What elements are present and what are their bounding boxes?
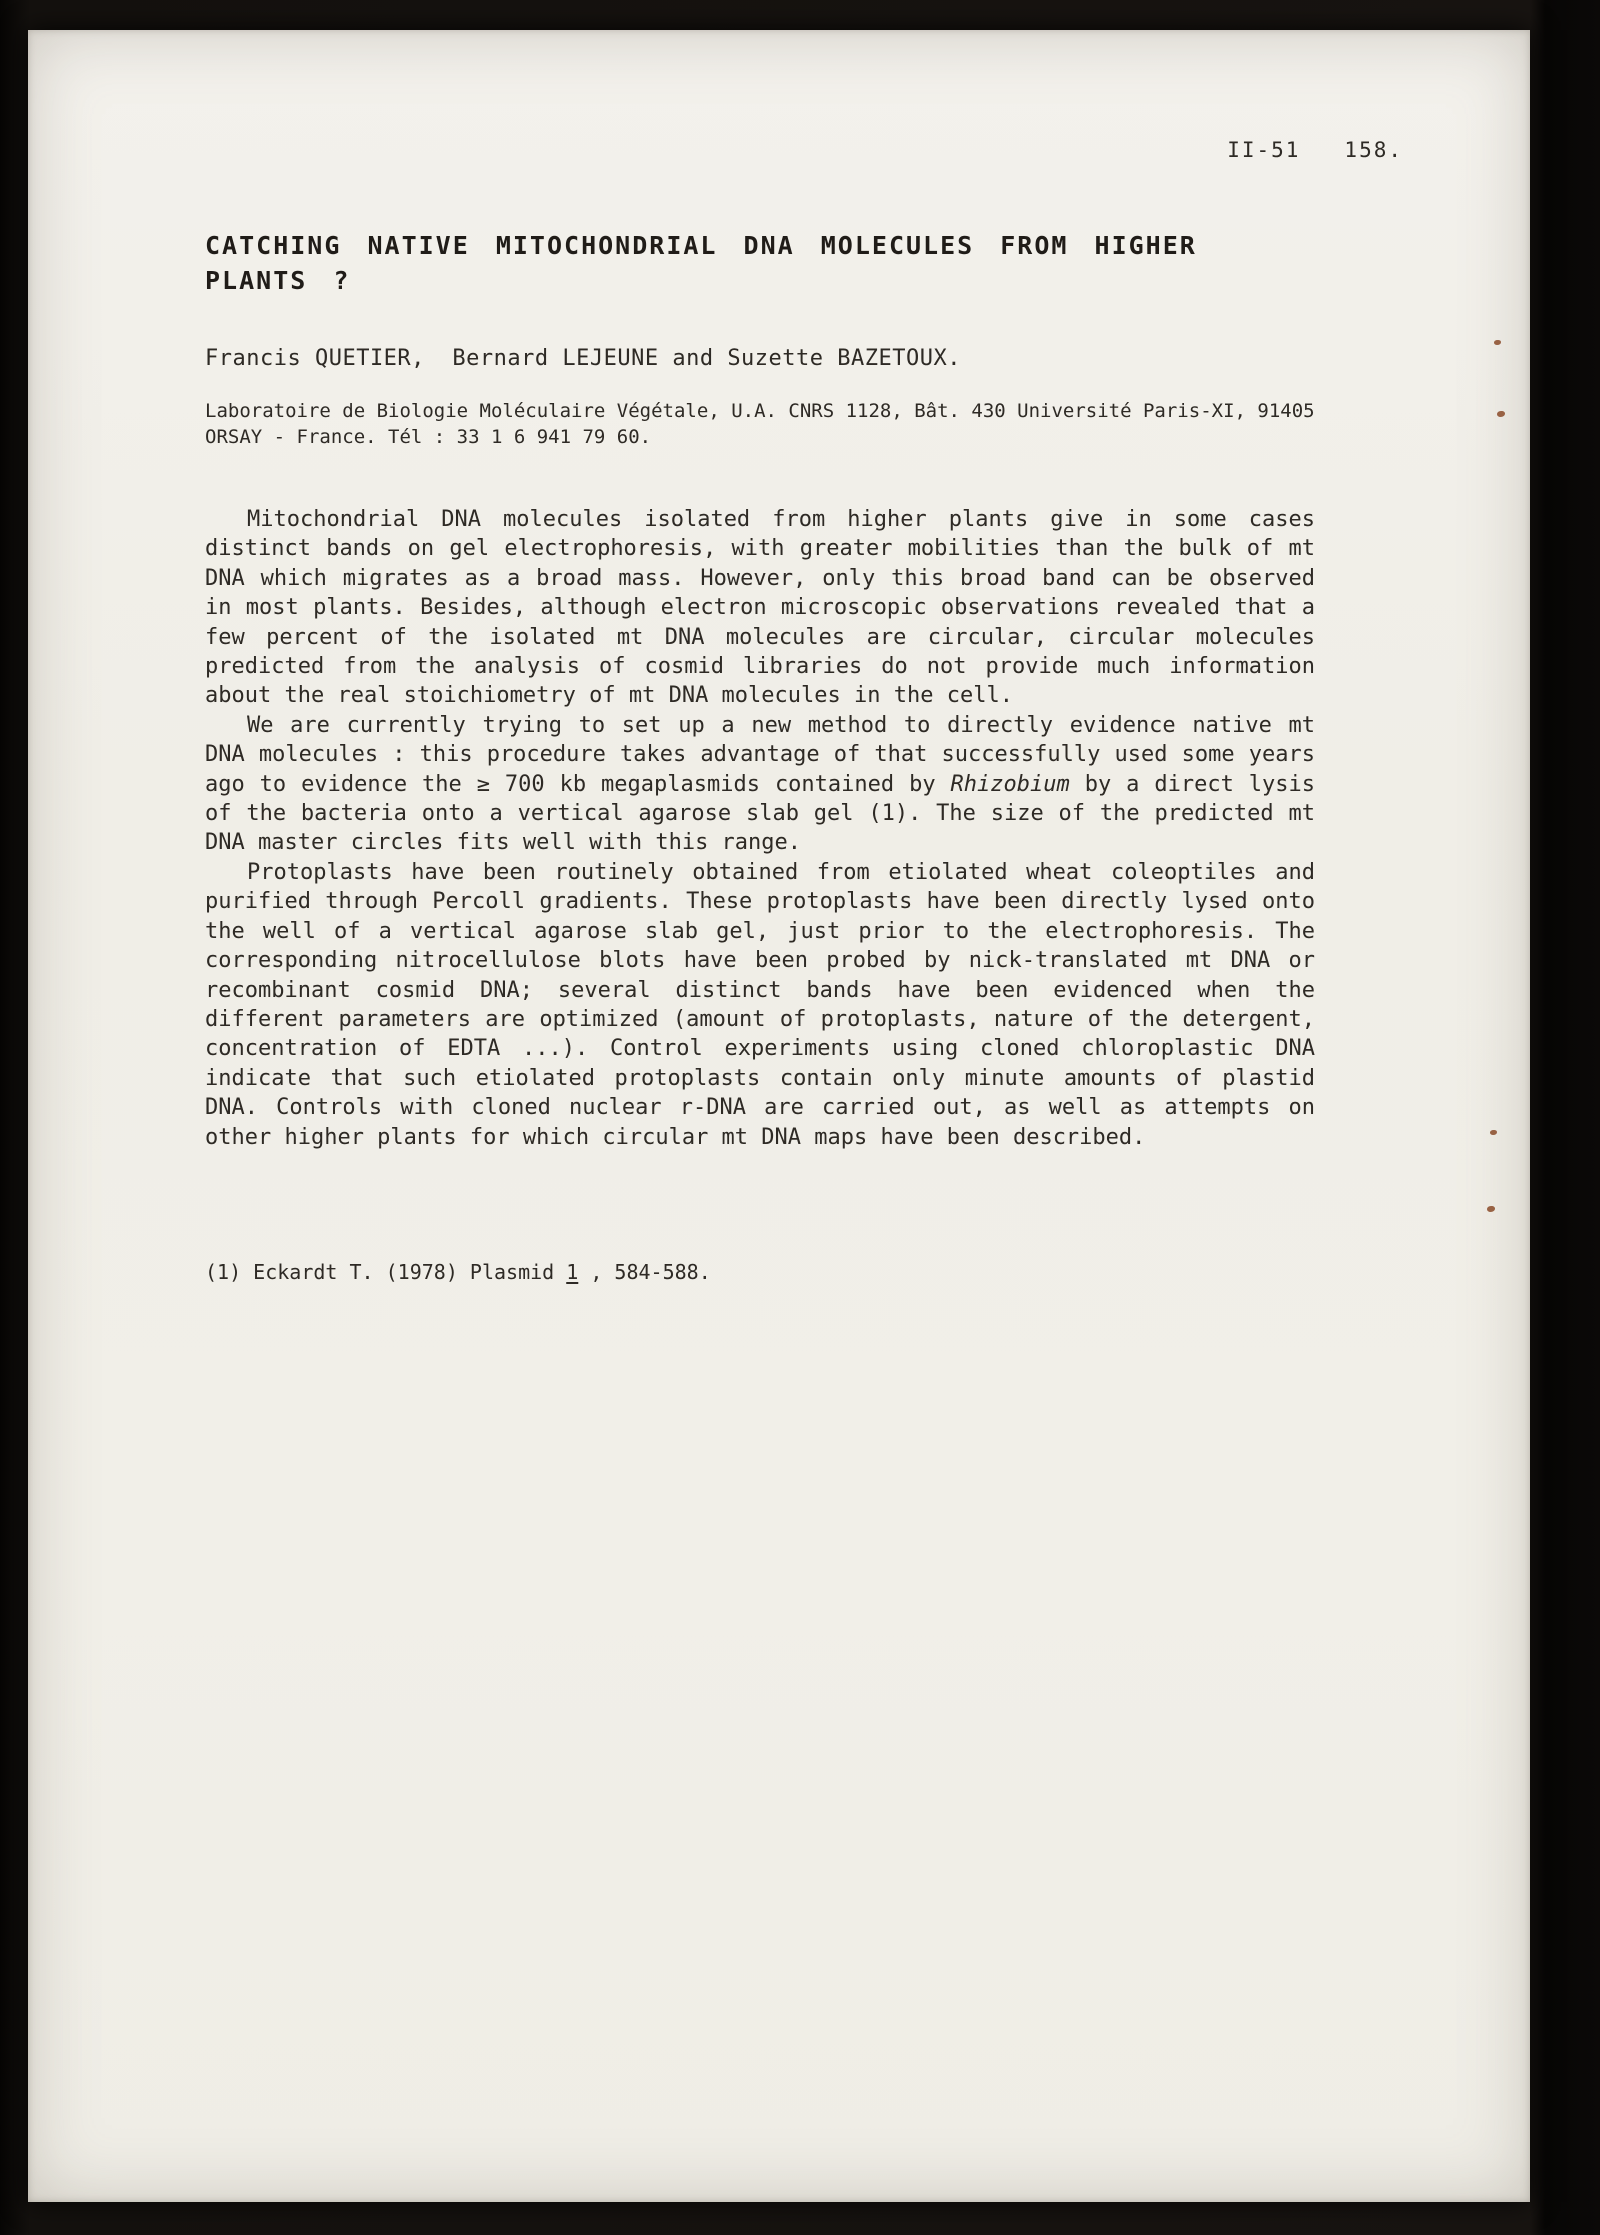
body-paragraph-3: Protoplasts have been routinely obtained from etiolated wheat coleoptiles and purified through Percoll gradients. These protoplasts have been directly lysed onto the well of a vertical agarose slab gel, just prior to the electrophoresis. The corresponding nitrocellulose blots have been probed by nick-translated mt DNA or recombinant cosmid DNA; several distinct bands have been evidenced when the different parameters are optimized (amount of protoplasts, nature of the detergent, concentration of EDTA ...). Control experiments using cloned chloroplastic DNA indicate that such etiolated protoplasts contain only minute amounts of plastid DNA. Controls with cloned nuclear r-DNA are carried out, as well as attempts on other higher plants for which circular mt DNA maps have been described. xyxy=(205,859,1315,1150)
page-number: 158. xyxy=(1344,138,1403,162)
document-page xyxy=(28,30,1530,2202)
section-number: II-51 xyxy=(1227,138,1301,162)
document-title: CATCHING NATIVE MITOCHONDRIAL DNA MOLECULES FROM HIGHER PLANTS ? xyxy=(205,231,1197,295)
authors-line: Francis QUETIER, Bernard LEJEUNE and Suzette BAZETOUX. xyxy=(205,346,961,371)
rust-speck xyxy=(1497,411,1505,417)
body-paragraph-2: We are currently trying to set up a new method to directly evidence native mt DNA molecules : this procedure takes advantage of that successfully used some years ago to evidence the ≥ 700 kb megaplasmids contained by Rhizobium by a direct lysis of the bacteria onto a vertical agarose slab gel (1). The size of the predicted mt DNA master circles fits well with this range. xyxy=(205,712,1315,856)
page-header xyxy=(1227,138,1403,162)
rust-speck xyxy=(1490,1130,1497,1135)
affiliation-line: Laboratoire de Biologie Moléculaire Végétale, U.A. CNRS 1128, Bât. 430 Université Paris-XI, 91405 ORSAY - France. Tél : 33 1 6 941 79 60. xyxy=(205,400,1315,448)
abstract-body xyxy=(205,505,1315,1152)
rust-speck xyxy=(1487,1206,1495,1212)
reference-line: (1) Eckardt T. (1978) Plasmid 1 , 584-588. xyxy=(205,1260,711,1284)
rust-speck xyxy=(1494,340,1501,345)
body-paragraph-1: Mitochondrial DNA molecules isolated from higher plants give in some cases distinct bands on gel electrophoresis, with greater mobilities than the bulk of mt DNA which migrates as a broad mass. However, only this broad band can be observed in most plants. Besides, although electron microscopic observations revealed that a few percent of the isolated mt DNA molecules are circular, circular molecules predicted from the analysis of cosmid libraries do not provide much information about the real stoichiometry of mt DNA molecules in the cell. xyxy=(205,507,1315,709)
